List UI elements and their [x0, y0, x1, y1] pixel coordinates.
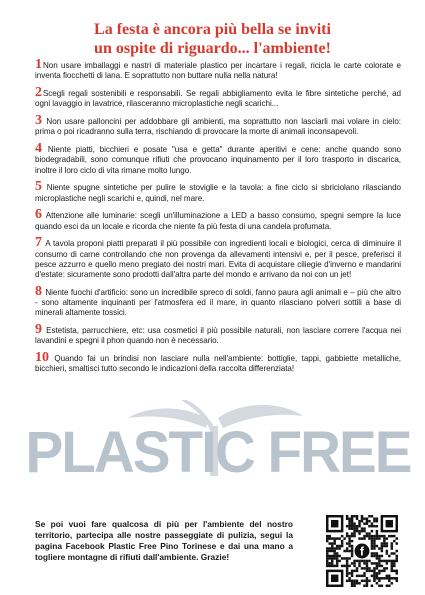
watermark-text: PLASTIC FREE [25, 420, 411, 485]
tip-number: 10 [35, 350, 49, 366]
tip-item-7 [35, 235, 401, 280]
tip-item-3 [35, 112, 401, 138]
tip-number: 8 [35, 283, 42, 299]
tip-number: 9 [35, 322, 42, 338]
tip-text: Scegli regali sostenibili e responsabili. Se regali abbigliamento evita le fibre sintetiche perché, ad ogni lavaggio in lavatrice, rilasceranno microplastiche negli scarichi... [35, 88, 401, 109]
tip-text: Non usare palloncini per addobbare gli ambienti, ma soprattutto non lasciarli mai volare in cielo: prima o poi ricadranno sulla terra, rischiando di provocare la morte di animali inconsapevoli. [35, 116, 401, 137]
tip-number: 3 [35, 112, 42, 128]
tip-text: Niente fuochi d'artificio: sono un incredibile spreco di soldi, fanno paura agli animali e – più che altro - sono altamente inquinanti per l'atmosfera ed il mare, in quanto rilasciano polveri sottili a base di minerali altamente tossici. [35, 287, 401, 318]
tip-number: 1 [35, 57, 42, 72]
tip-text: Niente piatti, bicchieri e posate "usa e getta" durante aperitivi e cene: anche quando sono biodegradabili, sono comunque rifiuti che provocano inquinamento per il loro trasporto in discarica, inoltre il loro ciclo di vita rimane molto lungo. [35, 144, 401, 175]
title-line-1: La festa è ancora più bella se inviti [94, 21, 331, 38]
tip-item-10 [35, 350, 401, 375]
tip-number: 5 [35, 179, 42, 195]
tip-item-1 [35, 57, 401, 82]
tip-item-4 [35, 140, 401, 176]
tips-list [35, 57, 401, 381]
tip-text: Niente spugne sintetiche per pulire le stoviglie e la tavola: a fine ciclo si sbriciolano rilasciando microplastiche negli scarichi e, quindi, nel mare. [35, 183, 401, 203]
tip-text: Quando fai un brindisi non lasciare nulla nell'ambiente: bottiglie, tappi, gabbiette metalliche, bicchieri, smaltisci tutto secondo le indicazioni della raccolta differenziata! [35, 354, 401, 374]
tip-number: 2 [35, 84, 42, 100]
tip-item-5 [35, 179, 401, 204]
plastic-free-watermark [18, 400, 418, 495]
tip-number: 6 [35, 207, 42, 223]
tip-text: Estetista, parrucchiere, etc: usa cosmetici il più possibile naturali, non lasciare correre l'acqua nei lavandini e spegni il phon quando non è necessario. [35, 326, 401, 346]
page-title [20, 20, 405, 58]
tip-item-6 [35, 207, 401, 232]
tip-item-9 [35, 322, 401, 347]
tip-item-8 [35, 283, 401, 319]
qr-code-icon[interactable] [326, 515, 398, 587]
tip-number: 4 [35, 140, 42, 156]
footer-call-to-action: Se poi vuoi fare qualcosa di più per l'ambiente del nostro territorio, partecipa alle nostre passeggiate di pulizia, segui la pagina Facebook Plastic Free Pino Torinese e dai una mano a togliere montagne di rifiuti dall'ambiente. Grazie! [35, 519, 293, 562]
tip-text: Attenzione alle luminarie: scegli un'illuminazione a LED a basso consumo, spegni sempre la luce quando esci da un locale e ricorda che niente fa più festa di una candela profumata. [35, 211, 401, 231]
tip-item-2 [35, 84, 401, 110]
title-line-2: un ospite di riguardo... l'ambiente! [94, 40, 331, 57]
tip-number: 7 [35, 235, 42, 251]
tip-text: Non usare imballaggi e nastri di materiale plastico per incartare i regali, ricicla le carte colorate e inventa fiocchetti di lana. E soprattutto non buttare nulla nella natura! [35, 61, 401, 81]
svg-text:f: f [359, 544, 365, 559]
tip-text: A tavola proponi piatti preparati il più possibile con ingredienti locali e biologici, cerca di diminuire il consumo di carne controllando che non provenga da allevamenti intensivi e, per il pesce, preferisci il pesce azzurro e quello meno pregiato dei nostri mari. Evita di acquistare ciliegie d'inverno e mandarini d'estate: sicuramente sono prodotti dall'altra parte del mondo e arrivano da noi con un jet! [35, 239, 401, 280]
